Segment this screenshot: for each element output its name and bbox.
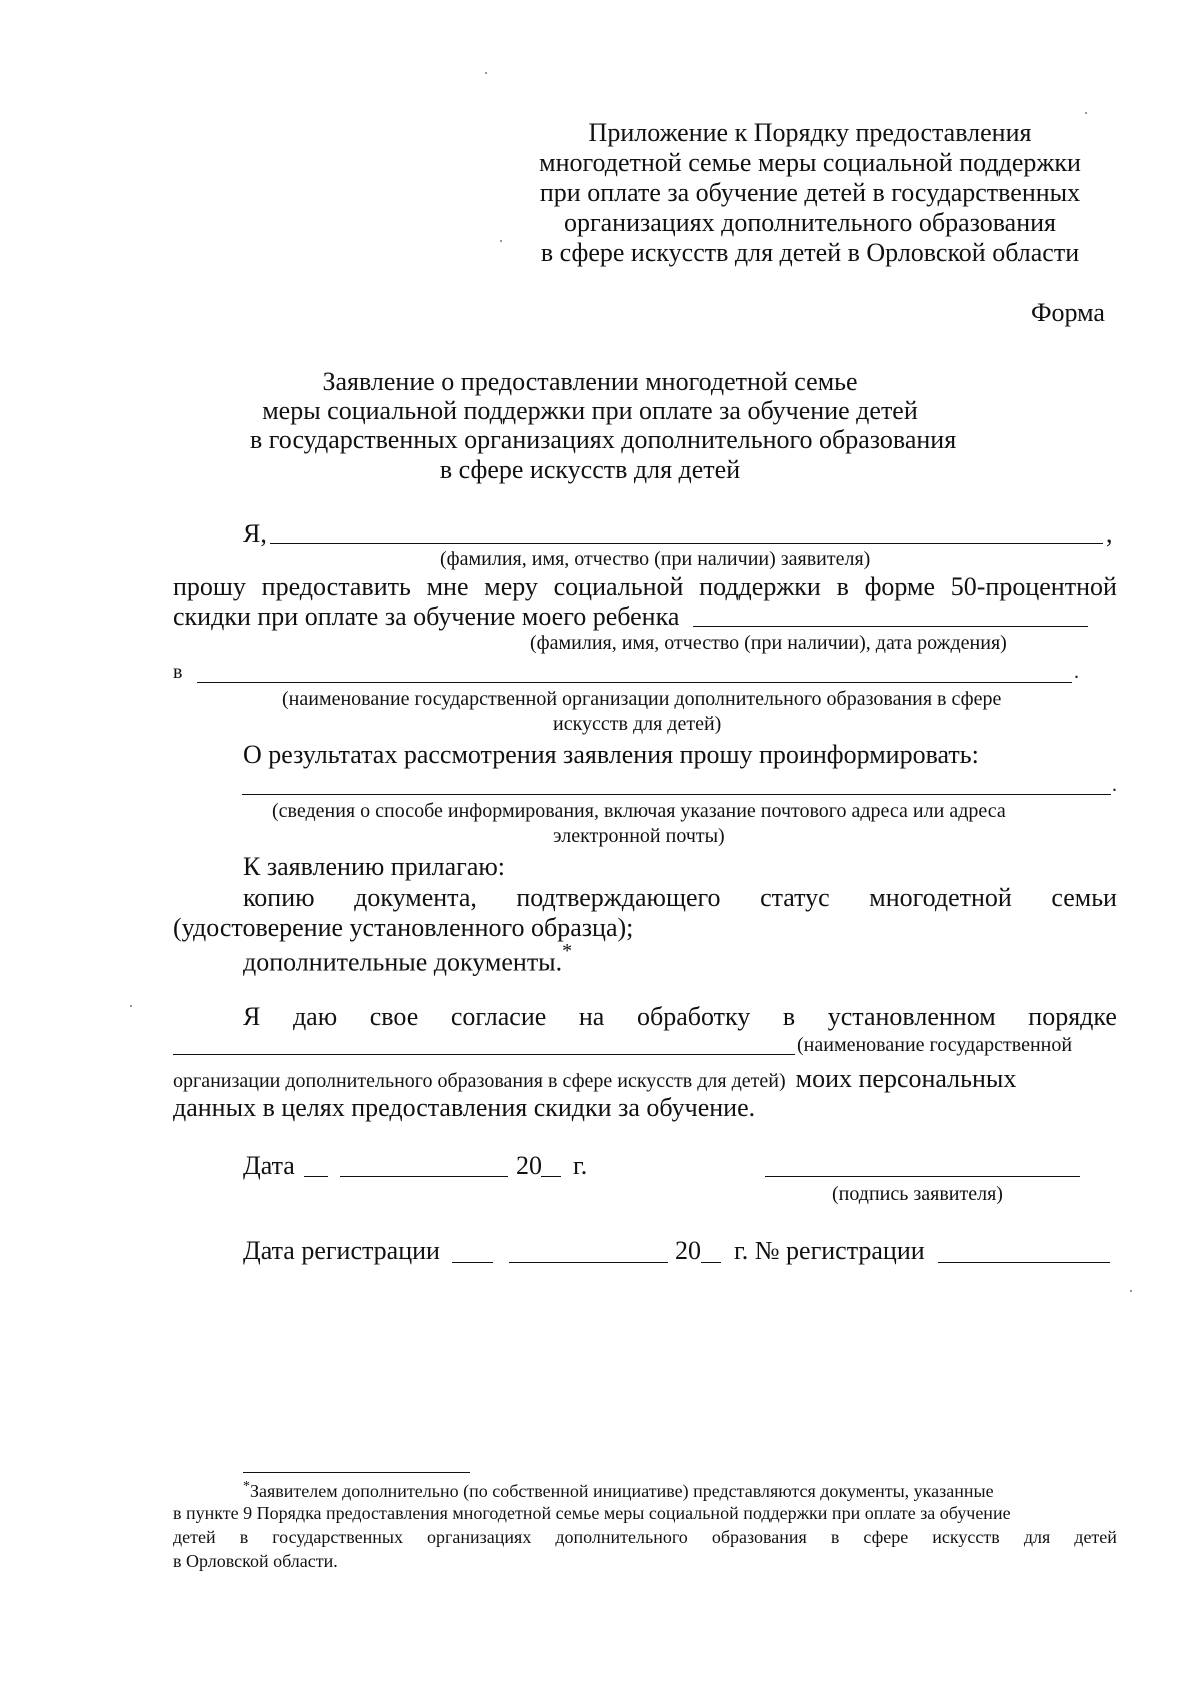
applicant-suffix: , [1106, 519, 1113, 548]
signature-caption: (подпись заявителя) [832, 1183, 1003, 1205]
word: поддержки [699, 572, 821, 601]
word: многодетной [869, 883, 1012, 912]
consent-line-4: данных в целях предоставления скидки за обучение. [173, 1093, 756, 1122]
inform-method-field[interactable] [242, 794, 1111, 795]
word: установленном [827, 1002, 996, 1031]
org-suffix: . [1074, 661, 1079, 683]
word: в [830, 1527, 840, 1547]
attach-line-3 [243, 940, 573, 978]
word: социальной [553, 572, 684, 601]
word: в [782, 1002, 796, 1031]
org-prefix: в [173, 661, 183, 683]
year-prefix: 20 [516, 1151, 542, 1180]
registration-month-field[interactable] [509, 1262, 668, 1263]
scan-speck [1085, 112, 1087, 114]
word: копию [243, 883, 315, 912]
scan-speck [485, 72, 487, 74]
attach-line [243, 883, 1117, 913]
word: прошу [173, 572, 246, 601]
word: статус [760, 883, 830, 912]
consent-line-3 [173, 1064, 1117, 1094]
word: на [578, 1002, 605, 1031]
word: в [239, 1527, 249, 1547]
inform-caption-line1: (сведения о способе информирования, включая указание почтового адреса или адреса [272, 800, 1006, 822]
word: искусств [932, 1527, 1000, 1547]
date-month-field[interactable] [340, 1176, 508, 1177]
word: подтверждающего [516, 883, 721, 912]
word: детей [173, 1527, 216, 1547]
request-line [173, 572, 1117, 602]
word: мне [426, 572, 469, 601]
footnote-star: * [243, 1479, 250, 1494]
word: порядке [1028, 1002, 1117, 1031]
applicant-prefix: Я, [243, 519, 267, 548]
title-line: Заявление о предоставлении многодетной семье [322, 367, 858, 396]
consent-org-field[interactable] [173, 1054, 795, 1055]
word: дополнительного [555, 1527, 688, 1547]
inform-line: О результатах рассмотрения заявления прошу проинформировать: [243, 740, 979, 769]
footnote-line-2: в пункте 9 Порядка предоставления многодетной семье меры социальной поддержки при оплате за обучение [173, 1503, 1011, 1523]
registration-date-label: Дата регистрации [243, 1236, 440, 1265]
appendix-line: организациях дополнительного образования [563, 208, 1057, 237]
word: Я [243, 1002, 261, 1031]
year-suffix: г. [573, 1151, 588, 1180]
appendix-line: многодетной семье меры социальной поддержки [539, 148, 1081, 177]
date-day-field[interactable] [304, 1176, 328, 1177]
consent-caption-inline: (наименование государственной [797, 1034, 1073, 1056]
child-name-field[interactable] [693, 626, 1088, 627]
date-year-field[interactable] [541, 1176, 561, 1177]
inform-suffix: . [1112, 774, 1117, 796]
attach-line-3-text: дополнительные документы. [243, 947, 563, 977]
word: даю [292, 1002, 338, 1031]
date-label: Дата [243, 1151, 295, 1180]
footnote-separator [243, 1472, 470, 1473]
word: форме [864, 572, 936, 601]
footnote-line-1-text: Заявителем дополнительно (по собственной инициативе) представляются документы, указанные [250, 1481, 994, 1501]
org-caption-line2: искусств для детей) [553, 713, 722, 735]
word: предоставить [261, 572, 411, 601]
registration-year-suffix: г. № регистрации [734, 1236, 925, 1265]
appendix-line: при оплате за обучение детей в государственных [539, 178, 1081, 207]
title-line: в сфере искусств для детей [439, 455, 741, 484]
applicant-caption: (фамилия, имя, отчество (при наличии) заявителя) [440, 548, 871, 570]
consent-caption-rest: организации дополнительного образования в сфере искусств для детей) [173, 1070, 786, 1092]
attach-heading: К заявлению прилагаю: [243, 852, 506, 881]
word: образования [711, 1527, 807, 1547]
word: государственных [272, 1527, 403, 1547]
word: согласие [450, 1002, 547, 1031]
word: в [836, 572, 849, 601]
word: 50-процентной [950, 572, 1117, 601]
word: обработку [636, 1002, 751, 1031]
appendix-line: в сфере искусств для детей в Орловской области [540, 238, 1080, 267]
word: документа, [354, 883, 477, 912]
word: семьи [1051, 883, 1117, 912]
org-name-field[interactable] [197, 682, 1072, 683]
word: свое [369, 1002, 419, 1031]
org-caption-line1: (наименование государственной организации дополнительного образования в сфере [282, 688, 1002, 710]
registration-year-prefix: 20 [675, 1236, 701, 1265]
child-caption: (фамилия, имя, отчество (при наличии), дата рождения) [530, 632, 1007, 654]
word: детей [1074, 1527, 1117, 1547]
consent-line-3-text: моих персональных [795, 1064, 1017, 1093]
title-line: меры социальной поддержки при оплате за обучение детей [262, 396, 918, 425]
appendix-line: Приложение к Порядку предоставления [588, 118, 1032, 147]
form-label: Форма [1031, 298, 1105, 327]
request-line-2: скидки при оплате за обучение моего ребенка [173, 602, 680, 631]
applicant-name-field[interactable] [270, 543, 1103, 544]
registration-number-field[interactable] [938, 1262, 1110, 1263]
consent-line [243, 1002, 1117, 1032]
signature-field[interactable] [765, 1176, 1080, 1177]
footnote-line-4: в Орловской области. [173, 1551, 338, 1571]
registration-year-field[interactable] [701, 1262, 721, 1263]
word: организациях [427, 1527, 532, 1547]
footnote-mark: * [562, 940, 573, 962]
footnote-line-1 [243, 1479, 1117, 1502]
scan-speck [500, 240, 502, 242]
registration-day-field[interactable] [452, 1262, 493, 1263]
title-line: в государственных организациях дополнительного образования [250, 425, 957, 454]
inform-caption-line2: электронной почты) [553, 825, 725, 847]
word: для [1023, 1527, 1051, 1547]
scan-speck [130, 1005, 132, 1007]
word: сфере [863, 1527, 909, 1547]
footnote-line-3 [173, 1527, 1117, 1548]
scan-speck [1130, 1290, 1132, 1292]
word: меру [484, 572, 538, 601]
attach-line-2: (удостоверение установленного образца); [173, 913, 634, 942]
